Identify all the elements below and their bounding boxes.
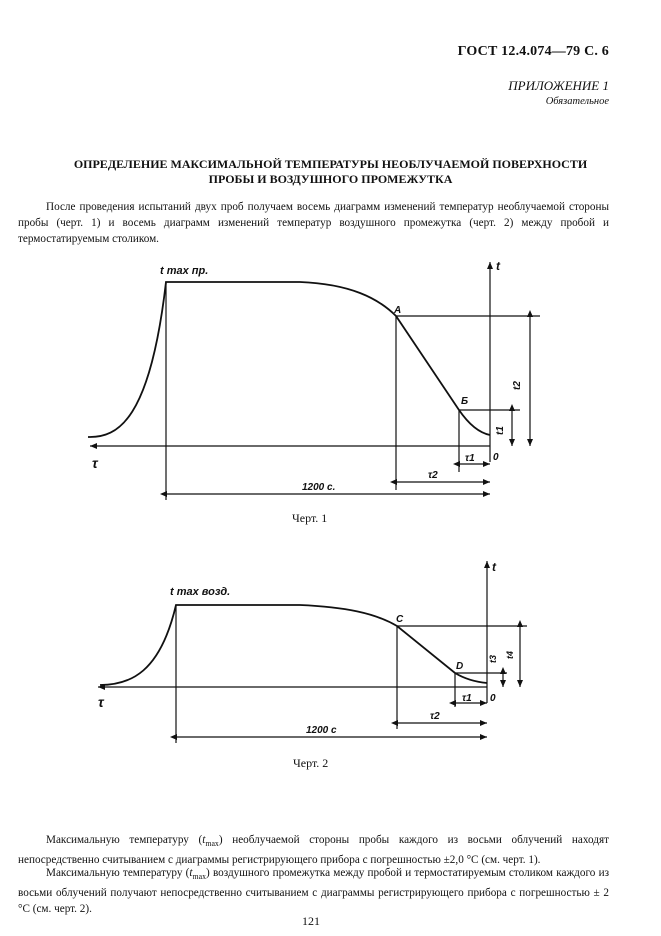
- figure-2-diagram: [0, 555, 661, 750]
- fig1-point-b: Б: [461, 396, 469, 407]
- title-line-2: ПРОБЫ И ВОЗДУШНОГО ПРОМЕЖУТКА: [208, 172, 453, 186]
- fig2-t4-label: t4: [505, 650, 515, 659]
- para3-symbol: t: [189, 867, 193, 879]
- fig1-tau1-label: τ1: [465, 453, 475, 464]
- figure-1-caption: Черт. 1: [292, 511, 328, 525]
- fig1-point-a: А: [394, 305, 402, 316]
- para3-text-pre: Максимальную температуру (: [46, 867, 190, 879]
- fig2-duration-label: 1200 с: [306, 725, 337, 736]
- paragraph-tmax-sample: [18, 832, 609, 868]
- fig2-peak-label: t max возд.: [170, 586, 231, 598]
- fig2-point-c: С: [396, 614, 404, 625]
- page-number: 121: [302, 914, 320, 928]
- appendix-block: [508, 78, 609, 110]
- fig1-origin: 0: [493, 452, 499, 463]
- intro-paragraph: После проведения испытаний двух проб получаем восемь диаграмм изменений температур необлучаемой стороны пробы (черт. 1) и восемь диаграмм изменений температур воздушного промежутка (черт. 2) между пробой и термостатируемым столиком.: [18, 201, 609, 245]
- para2-text-post: ) необлучаемой стороны пробы каждого из восьми облучений находят непосредственно считыванием с диаграммы регистрирующего прибора с погрешностью ±2,0 °С (см. черт. 1).: [18, 834, 609, 867]
- para2-symbol: t: [202, 834, 206, 846]
- fig1-t1-label: t1: [495, 426, 506, 435]
- fig2-t3-label: t3: [488, 654, 498, 663]
- para3-text-post: ) воздушного промежутка между пробой и термостатируемым столиком каждого из восьми облучений получают непосредственно считыванием с диаграммы регистрирующего прибора с погрешностью ± 2 °С (см. черт. 2).: [18, 867, 609, 916]
- para3-subscript: max: [192, 872, 207, 882]
- fig2-point-d: D: [456, 661, 464, 672]
- figure-1-diagram: [0, 250, 661, 510]
- para2-subscript: max: [205, 839, 219, 849]
- fig2-tau1-label: τ1: [462, 693, 472, 704]
- fig1-t2-label: t2: [512, 381, 523, 390]
- fig1-peak-label: t max пр.: [160, 265, 209, 277]
- fig1-tau2-label: τ2: [428, 470, 438, 481]
- appendix-label: ПРИЛОЖЕНИЕ 1: [508, 78, 609, 93]
- standard-header: ГОСТ 12.4.074—79 С. 6: [457, 44, 609, 59]
- fig1-t-label: t: [496, 259, 500, 273]
- fig1-duration-label: 1200 с.: [302, 482, 336, 493]
- fig2-t-label: t: [492, 560, 496, 574]
- fig1-tau-label: τ: [92, 455, 98, 471]
- title-line-1: ОПРЕДЕЛЕНИЕ МАКСИМАЛЬНОЙ ТЕМПЕРАТУРЫ НЕОБЛУЧАЕМОЙ ПОВЕРХНОСТИ: [73, 157, 588, 171]
- page-title: [40, 157, 621, 187]
- fig2-origin: 0: [490, 693, 496, 704]
- paragraph-tmax-air: [18, 865, 609, 917]
- temperature-curve: [88, 282, 490, 437]
- fig2-tau-label: τ: [98, 694, 104, 710]
- appendix-status: Обязательное: [545, 96, 609, 107]
- fig2-tau2-label: τ2: [430, 711, 440, 722]
- temperature-curve: [100, 605, 487, 685]
- figure-2-caption: Черт. 2: [293, 756, 329, 770]
- para2-text-pre: Максимальную температуру (: [46, 834, 203, 846]
